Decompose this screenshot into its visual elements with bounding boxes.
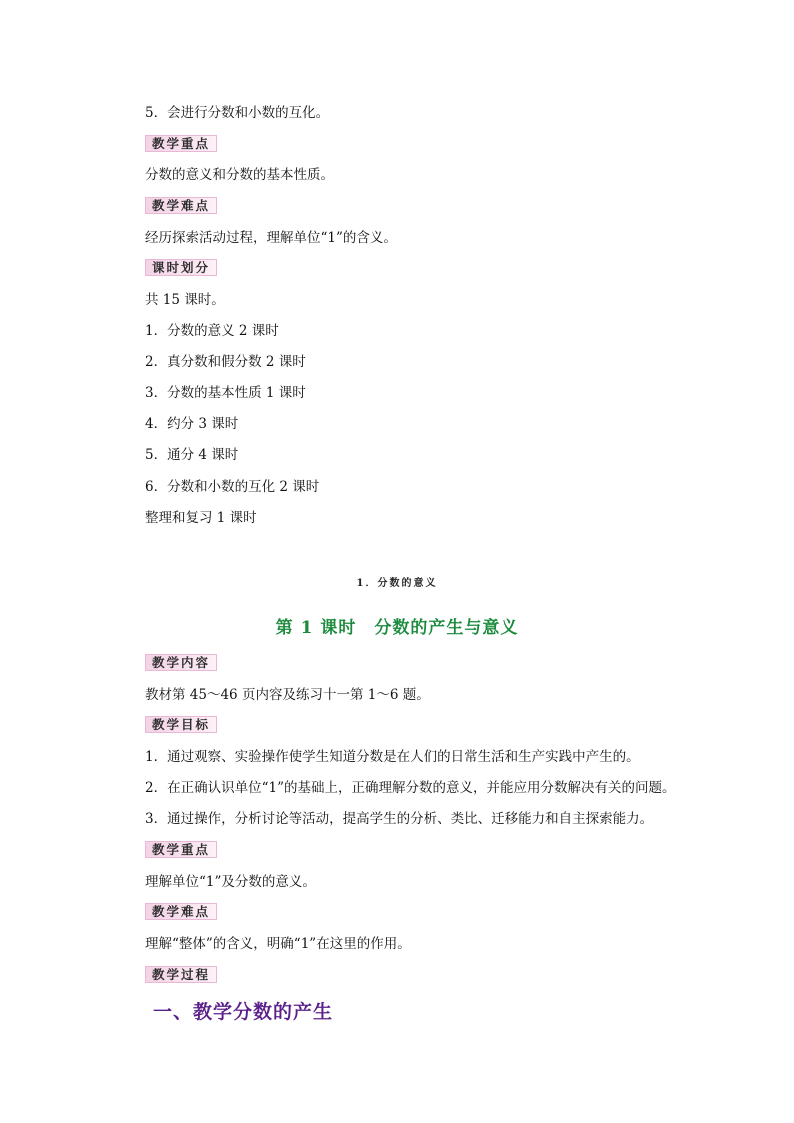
section-heading: 1．分数的意义 [356, 578, 438, 589]
lesson-title: 第 1 课时 分数的产生与意义 [275, 618, 519, 638]
section-main-heading: 一、教学分数的产生 [153, 1001, 334, 1023]
tag-difficulty: 教学难点 [145, 903, 217, 920]
schedule-item: 整理和复习 1 课时 [145, 510, 257, 526]
schedule-item: 2．真分数和假分数 2 课时 [145, 354, 306, 370]
key-point-text: 理解单位“1”及分数的意义。 [145, 874, 316, 890]
schedule-item: 3．分数的基本性质 1 课时 [145, 385, 306, 401]
tag-schedule: 课时划分 [145, 259, 217, 276]
tag-goals: 教学目标 [145, 716, 217, 733]
difficulty-text: 经历探索活动过程，理解单位“1”的含义。 [145, 230, 397, 246]
tag-key-point: 教学重点 [145, 135, 217, 152]
content-text: 教材第 45～46 页内容及练习十一第 1～6 题。 [145, 687, 430, 703]
tag-content: 教学内容 [145, 654, 217, 671]
goal-item: 3．通过操作，分析讨论等活动，提高学生的分析、类比、迁移能力和自主探索能力。 [145, 811, 654, 827]
schedule-item: 5．通分 4 课时 [145, 447, 239, 463]
goal-item: 1．通过观察、实验操作使学生知道分数是在人们的日常生活和生产实践中产生的。 [145, 749, 640, 765]
tag-key-point: 教学重点 [145, 841, 217, 858]
goal-item-5: 5．会进行分数和小数的互化。 [145, 105, 330, 121]
schedule-item: 4．约分 3 课时 [145, 416, 239, 432]
schedule-total: 共 15 课时。 [145, 292, 225, 308]
schedule-item: 6．分数和小数的互化 2 课时 [145, 479, 320, 495]
goal-item: 2．在正确认识单位“1”的基础上，正确理解分数的意义，并能应用分数解决有关的问题。 [145, 780, 676, 796]
schedule-item: 1．分数的意义 2 课时 [145, 323, 279, 339]
key-point-text: 分数的意义和分数的基本性质。 [145, 167, 334, 183]
tag-difficulty: 教学难点 [145, 197, 217, 214]
tag-process: 教学过程 [145, 966, 217, 983]
difficulty-text: 理解“整体”的含义，明确“1”在这里的作用。 [145, 936, 411, 952]
